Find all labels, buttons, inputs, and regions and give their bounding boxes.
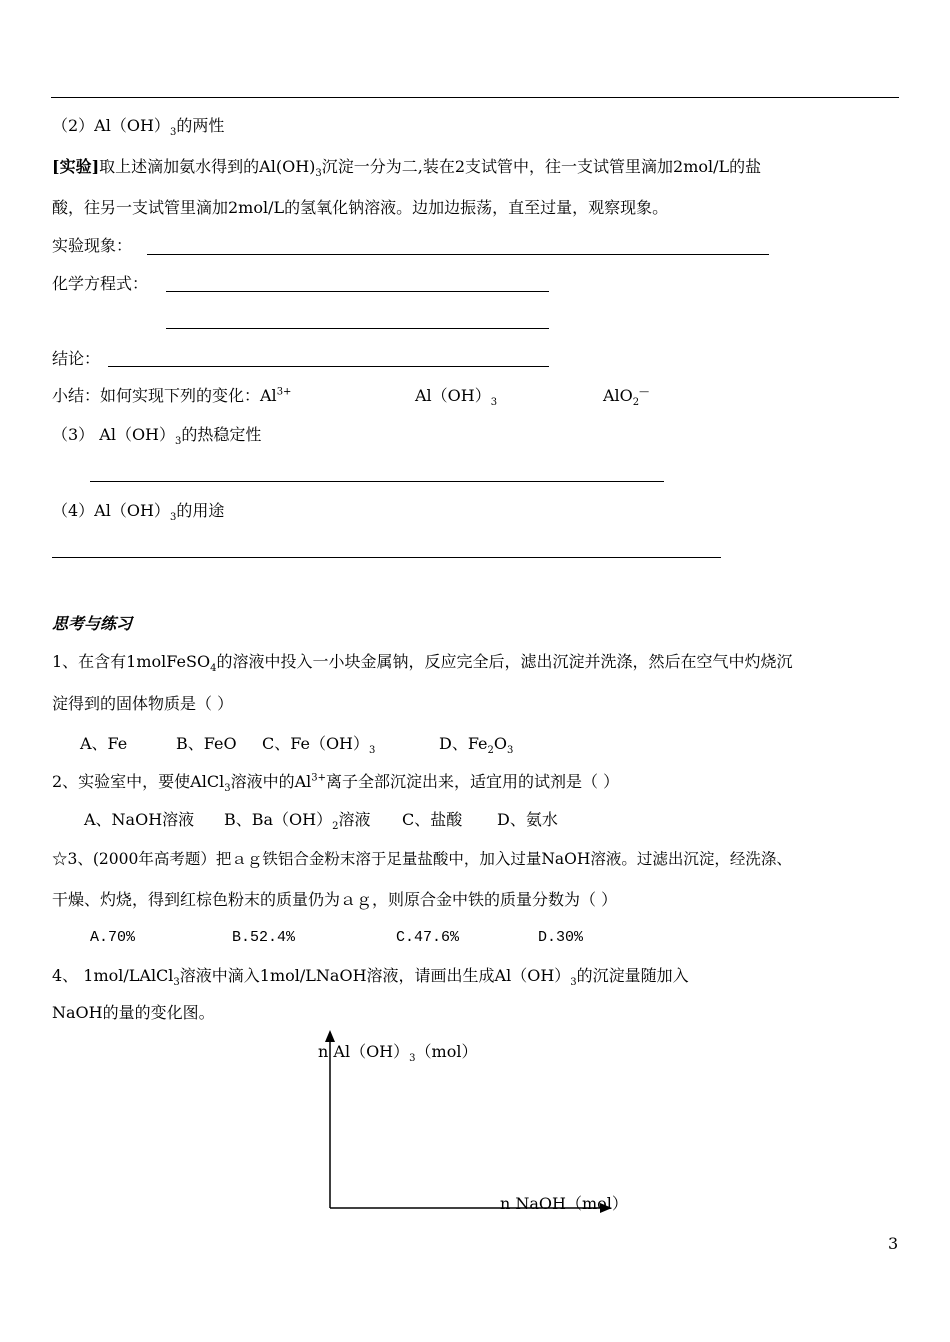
q4-text-b: 溶液中滴入1mol/LNaOH溶液，请画出生成Al（OH）	[179, 966, 571, 985]
q2-option-d	[497, 810, 558, 830]
experiment-text-c: 酸，往另一支试管里滴加2mol/L的氢氧化钠溶液。边加边振荡，直至过量，观察现象。	[52, 198, 669, 217]
q2-option-b-text: B、Ba（OH）	[224, 810, 333, 829]
section4-title-text: （4）Al（OH）	[52, 501, 170, 520]
superscript: 3+	[276, 386, 292, 398]
superscript: 3+	[311, 772, 327, 784]
subscript: 3	[169, 127, 177, 139]
subscript: 3	[224, 783, 231, 795]
equation-answer-line-2	[166, 328, 549, 329]
experiment-label: [实验]	[52, 157, 100, 176]
top-rule	[51, 97, 899, 98]
q1-text-c: 淀得到的固体物质是（ ）	[52, 694, 234, 713]
question-2-line-1	[52, 772, 620, 795]
graph-y-label-unit: （mol）	[415, 1042, 478, 1061]
practice-heading	[52, 614, 132, 634]
section2-title-text: （2）Al（OH）	[52, 116, 170, 135]
equation-answer-line-1	[166, 291, 549, 292]
q2-option-c-text: C、盐酸	[402, 810, 463, 829]
q1-option-d	[439, 734, 514, 757]
question-4-line-2	[52, 1003, 215, 1023]
graph-y-label-text: n Al（OH）	[318, 1042, 410, 1061]
section3-title-text: （3） Al（OH）	[52, 425, 176, 444]
equation-label-text: 化学方程式：	[52, 274, 149, 293]
q3-text-a: ☆3、(2000年高考题）把ａｇ铁铝合金粉末溶于足量盐酸中，加入过量NaOH溶液。过滤出沉淀，经洗涤、	[52, 850, 792, 868]
phenomenon-answer-line	[147, 254, 769, 255]
subscript: 3	[315, 168, 322, 180]
section2-title	[52, 116, 225, 139]
graph-x-label-text: n NaOH（mol）	[500, 1194, 628, 1213]
section4-answer-line	[52, 557, 721, 558]
q2-text-c: 离子全部沉淀出来，适宜用的试剂是（ ）	[326, 772, 620, 791]
q4-text-a: 4、 1mol/LAlCl	[52, 966, 174, 985]
experiment-text-b: 沉淀一分为二,装在2支试管中，往一支试管里滴加2mol/L的盐	[321, 157, 762, 176]
phenomenon-label	[52, 236, 132, 256]
q2-option-b	[224, 810, 371, 833]
q1-option-d-mid: O	[493, 734, 508, 753]
q2-text-a: 2、实验室中，要使AlCl	[52, 772, 225, 791]
question-3-line-2	[52, 890, 617, 910]
subscript: 3	[490, 397, 498, 409]
q2-option-a	[84, 810, 194, 830]
graph-y-label	[318, 1042, 478, 1065]
subscript: 2	[332, 821, 339, 833]
section3-answer-line	[90, 481, 664, 482]
subscript: 4	[210, 663, 217, 675]
question-4-line-1	[52, 966, 689, 989]
question-1-line-1	[52, 652, 793, 675]
subscript: 3	[409, 1053, 416, 1065]
y-axis-arrow	[325, 1030, 335, 1042]
section3-title	[52, 425, 262, 448]
summary-line	[52, 386, 291, 406]
experiment-line-1	[52, 157, 762, 180]
phenomenon-label-text: 实验现象：	[52, 236, 133, 255]
q1-option-b	[176, 734, 237, 754]
subscript: 2	[632, 397, 640, 409]
q3-option-c-text: C.47.6%	[396, 929, 460, 946]
q3-option-a-text: A.70%	[90, 929, 136, 946]
q3-option-a	[90, 928, 135, 948]
section3-title-suffix: 的热稳定性	[181, 425, 262, 444]
superscript: —	[639, 386, 650, 398]
graph-x-label	[500, 1194, 628, 1214]
subscript: 3	[369, 745, 376, 757]
page-number-text: 3	[888, 1234, 899, 1253]
q3-option-b-text: B.52.4%	[232, 929, 296, 946]
q2-option-d-text: D、氨水	[497, 810, 558, 829]
subscript: 3	[570, 977, 577, 989]
q1-text-a: 1、在含有1molFeSO	[52, 652, 211, 671]
q1-option-c	[262, 734, 376, 757]
subscript: 3	[169, 512, 177, 524]
summary-end	[603, 386, 650, 409]
summary-label: 小结：如何实现下列的变化：Al	[52, 386, 277, 405]
page-number	[888, 1234, 898, 1254]
q3-option-c	[396, 928, 459, 948]
q1-option-c-text: C、Fe（OH）	[262, 734, 370, 753]
q2-text-b: 溶液中的Al	[230, 772, 312, 791]
q2-option-a-text: A、NaOH溶液	[84, 810, 195, 829]
subscript: 2	[487, 745, 494, 757]
q2-option-c	[402, 810, 462, 830]
q3-option-d-text: D.30%	[538, 929, 584, 946]
conclusion-label	[52, 349, 100, 369]
experiment-line-2	[52, 198, 668, 218]
q1-text-b: 的溶液中投入一小块金属钠，反应完全后，滤出沉淀并洗涤，然后在空气中灼烧沉	[216, 652, 793, 671]
practice-heading-text: 思考与练习	[52, 614, 133, 633]
q1-option-d-text: D、Fe	[439, 734, 488, 753]
summary-end-text: AlO	[603, 386, 633, 405]
section4-title	[52, 501, 225, 524]
q4-text-c: 的沉淀量随加入	[576, 966, 689, 985]
q1-option-a	[80, 734, 127, 754]
question-3-line-1	[52, 849, 792, 869]
conclusion-label-text: 结论：	[52, 349, 101, 368]
subscript: 3	[507, 745, 514, 757]
conclusion-answer-line	[108, 366, 549, 367]
section2-title-suffix: 的两性	[176, 116, 225, 135]
summary-mid	[415, 386, 498, 409]
equation-label	[52, 274, 148, 294]
q3-option-d	[538, 928, 583, 948]
q1-option-b-text: B、FeO	[176, 734, 237, 753]
experiment-text-a: 取上述滴加氨水得到的Al(OH)	[99, 157, 316, 176]
q3-text-b: 干燥、灼烧，得到红棕色粉末的质量仍为ａｇ，则原合金中铁的质量分数为（ ）	[52, 890, 618, 909]
question-1-line-2	[52, 694, 233, 714]
q4-text-d: NaOH的量的变化图。	[52, 1003, 215, 1022]
q2-option-b-suffix: 溶液	[338, 810, 371, 829]
q3-option-b	[232, 928, 295, 948]
q1-option-a-text: A、Fe	[80, 734, 128, 753]
subscript: 3	[175, 436, 182, 448]
subscript: 3	[173, 977, 180, 989]
summary-mid-text: Al（OH）	[415, 386, 491, 405]
section4-title-suffix: 的用途	[176, 501, 225, 520]
